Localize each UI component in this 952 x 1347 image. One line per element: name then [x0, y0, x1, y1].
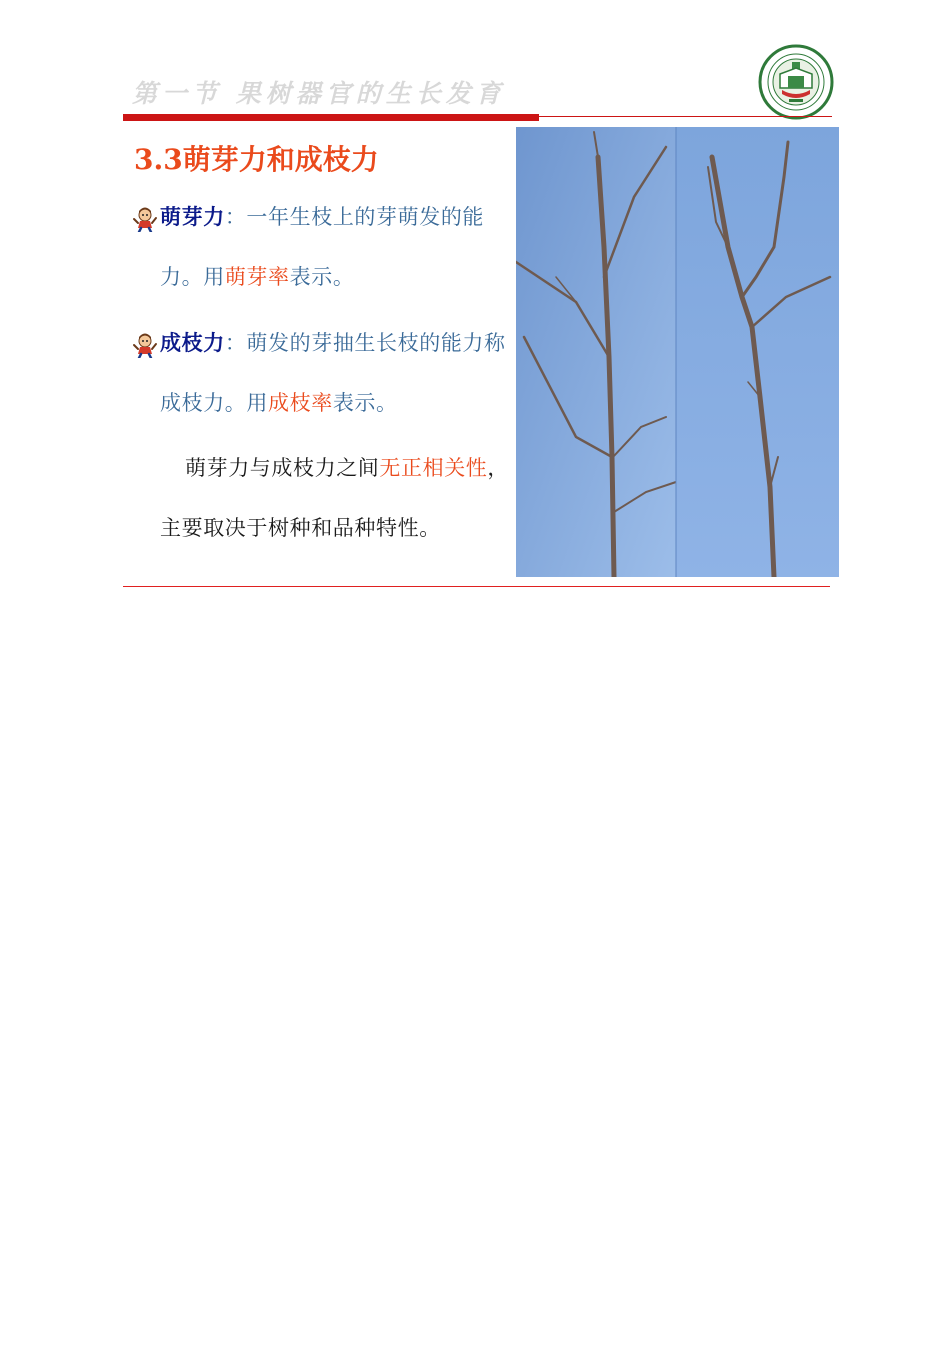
highlight-term: 成枝率: [268, 391, 333, 415]
header-rule-thin: [539, 116, 832, 117]
highlight-no-correlation: 无正相关性: [379, 456, 488, 480]
slide: [0, 0, 952, 600]
photo-right-sky: [676, 127, 839, 577]
section-number: 3.3: [134, 143, 183, 176]
photo-left-sky: [516, 127, 676, 577]
term-branching-ability: 成枝力: [160, 331, 225, 355]
definition-text: 一年生枝上的芽萌发的能力。用: [160, 205, 485, 289]
cartoon-mascot-bullet-icon: [132, 332, 158, 358]
section-title: 萌芽力和成枝力: [182, 143, 379, 176]
term-bud-germination: 萌芽力: [160, 205, 225, 229]
definition-text-end: 表示。: [289, 265, 355, 289]
header-title: 第一节 果树器官的生长发育: [132, 79, 506, 108]
highlight-term: 萌芽率: [224, 265, 290, 289]
relationship-text-end: ，主要取决于树种和品种特性。: [160, 456, 510, 540]
paragraph-relationship: [160, 438, 516, 558]
term-colon: ：: [224, 205, 247, 229]
relationship-text: 萌芽力与成枝力之间: [185, 456, 380, 480]
branch-photos: [516, 127, 839, 577]
university-logo: [758, 44, 834, 120]
header-rule-thick: [123, 114, 539, 121]
section-heading: [134, 138, 379, 178]
definition-text: 萌发的芽抽生长枝的能力称成枝力。用: [160, 331, 506, 415]
term-colon: ：: [224, 331, 247, 355]
cartoon-mascot-bullet-icon: [132, 206, 158, 232]
paragraph-bud-germination: [160, 187, 516, 307]
footer-rule: [123, 586, 830, 587]
paragraph-branching-ability: [160, 313, 516, 433]
definition-text-end: 表示。: [332, 391, 398, 415]
